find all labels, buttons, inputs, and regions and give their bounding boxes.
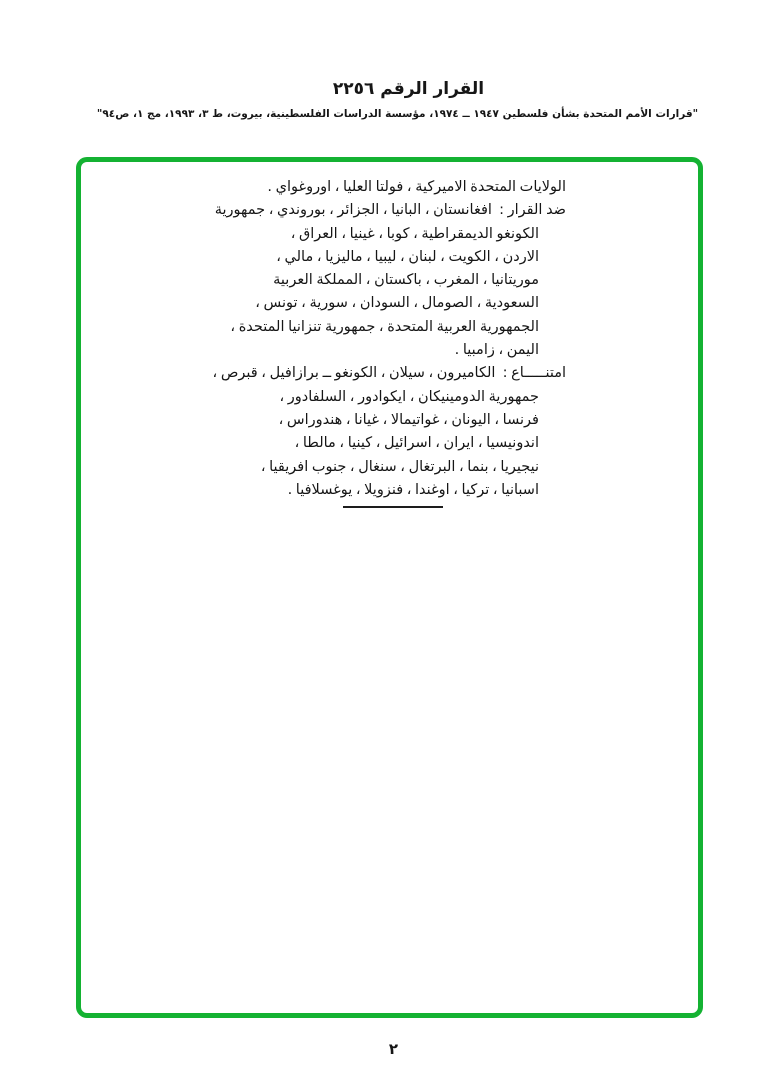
page-title: القرار الرقم ٢٢٥٦ — [332, 79, 485, 99]
document-line: ضد القرار : افغانستان ، البانيا ، الجزائر ، بوروندي ، جمهورية — [214, 202, 566, 219]
document-line: اليمن ، زامبيا . — [454, 342, 539, 359]
document-line: جمهورية الدومينيكان ، ايكوادور ، السلفادور ، — [279, 388, 539, 405]
document-line: نيجيريا ، بنما ، البرتغال ، سنغال ، جنوب افريقيا ، — [260, 458, 539, 475]
page-number: ٢ — [388, 1040, 399, 1058]
source-citation-note: "قرارات الأمم المتحدة بشأن فلسطين ١٩٤٧ ــ ١٩٧٤، مؤسسة الدراسات الفلسطينية، بيروت، ط ٣، ١٩٩٣، مج ١، ص٩٤" — [96, 108, 699, 120]
document-line: امتنـــــاع : الكاميرون ، سيلان ، الكونغو ــ برازافيل ، قبرص ، — [212, 365, 566, 382]
document-line: اسبانيا ، تركيا ، اوغندا ، فنزويلا ، يوغسلافيا . — [287, 481, 539, 498]
document-line: الاردن ، الكويت ، لبنان ، ليبيا ، ماليزيا ، مالي ، — [276, 248, 539, 265]
document-line: اندونيسيا ، ايران ، اسرائيل ، كينيا ، مالطا ، — [294, 435, 539, 452]
document-line: فرنسا ، اليونان ، غواتيمالا ، غيانا ، هندوراس ، — [278, 411, 539, 428]
document-line: السعودية ، الصومال ، السودان ، سورية ، تونس ، — [255, 295, 539, 312]
document-line: الكونغو الديمقراطية ، كوبا ، غينيا ، العراق ، — [290, 225, 539, 242]
document-line: الولايات المتحدة الاميركية ، فولتا العليا ، اوروغواي . — [267, 179, 566, 195]
document-line: الجمهورية العربية المتحدة ، جمهورية تنزانيا المتحدة ، — [230, 318, 539, 335]
document-lines — [212, 176, 566, 502]
footnote-divider-rule — [343, 506, 443, 508]
document-line: موريتانيا ، المغرب ، باكستان ، المملكة العربية — [273, 272, 539, 289]
